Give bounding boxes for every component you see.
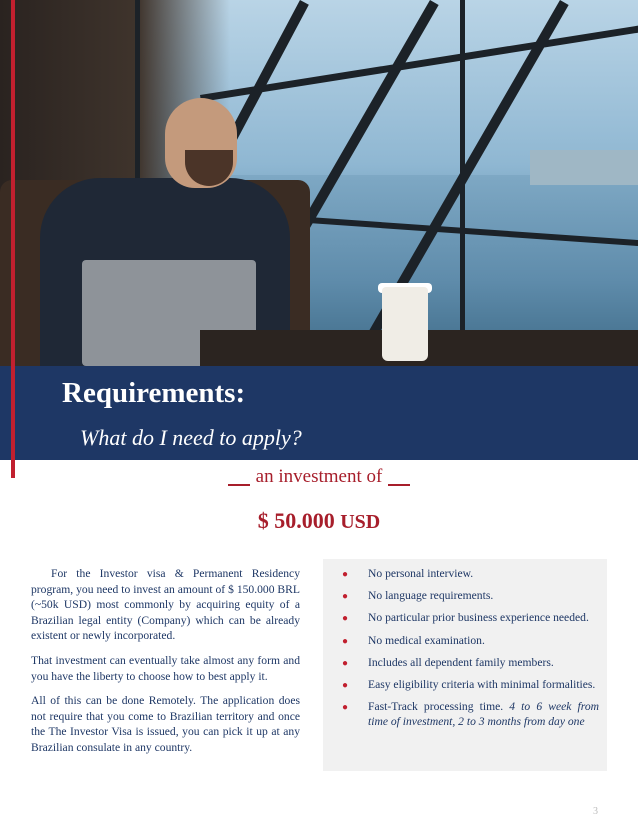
paragraph: That investment can eventually take almost any form and you have the liberty to choose how to best apply it. [31,653,300,683]
list-item-text: No particular prior business experience needed. [368,611,589,625]
dash-left [228,484,250,486]
paragraph: All of this can be done Remotely. The application does not require that you come to Brazilian territory and once the The Investor Visa is issued, you can pick it up at any Brazilian consulate in any country. [31,694,300,754]
hero-photo [0,0,638,366]
photo-coffee-cup [382,287,428,361]
list-item [339,588,599,603]
paragraph: For the Investor visa & Permanent Residency program, you need to invest an amount of $ 150.000 BRL (~50k USD) most commonly by acquiring equity of a Brazilian legal entity (Company) which can be already existent or newly incorporated. [31,567,300,643]
list-item-text: No medical examination. [368,633,485,647]
list-item [339,610,599,625]
list-item [339,699,599,729]
investment-amount [0,508,638,534]
amount-value: $ 50.000 [257,508,335,533]
list-item-text: No personal interview. [368,567,474,580]
list-item-text: No language requirements. [368,589,494,603]
investment-label-line [0,466,638,488]
list-item [339,655,599,670]
amount-currency: USD [340,511,381,533]
bullet-icon: ● [342,635,349,647]
requirements-list [339,566,599,736]
list-item-text: Easy eligibility criteria with minimal formalities. [368,677,596,691]
bullet-icon: ● [342,702,349,714]
list-item [339,633,599,648]
bullet-icon: ● [342,679,349,691]
dash-right [388,484,410,486]
banner-title: Requirements: [62,377,246,409]
bullet-icon: ● [342,569,349,580]
list-item-text: Includes all dependent family members. [368,655,554,669]
bullet-icon: ● [342,657,349,669]
accent-line [11,0,15,478]
investment-label: an investment of [255,466,383,487]
list-item [339,566,599,581]
page-number: 3 [593,806,598,817]
list-item-italic-text: 4 to 6 week from time of investment, 2 to 3 months from day one [368,700,599,729]
list-item [339,677,599,692]
bullet-icon: ● [342,613,349,625]
photo-city [530,150,638,185]
left-column [31,566,300,765]
banner-subtitle: What do I need to apply? [80,425,302,450]
list-item-text: Fast-Track processing time. [368,700,504,714]
window-frame [135,0,140,200]
bullet-icon: ● [342,591,349,603]
